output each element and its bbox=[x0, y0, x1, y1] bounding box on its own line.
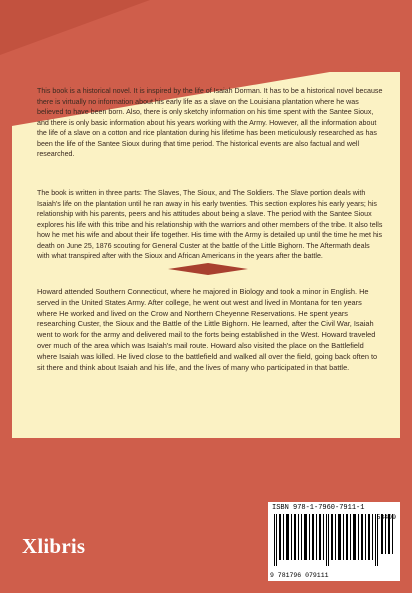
description-paragraph-2: The book is written in three parts: The Slaves, The Sioux, and The Soldiers. The Slave portion deals with Isaiah's life on the plantation until he ran away in his early twenties. This section explores his early years; his relationship with his parents, peers and his attitudes about being a slave. The period with the Santee Sioux explores his life with this tribe and his relationship with the warriors and other members of the tribe. It also tells how he met his wife and about their life together. His time with the Army is detailed up until the time he met his death on June 25, 1876 scouting for General Custer at the battle of the Little Bighorn. The Aftermath deals with what transpired after with the Sioux and African Americans in the years after the battle. bbox=[37, 189, 383, 260]
isbn-barcode bbox=[268, 502, 400, 581]
author-bio: Howard attended Southern Connecticut, where he majored in Biology and took a minor in English. He served in the United States Army. After college, he went out west and lived in Montana for ten years where He worked and lived on the Crow and Northern Cheyenne Reservations. He spent years researching Custer, the Sioux and the Battle of the Little Bighorn. He learned, after the Civil War, Isaiah went to work for the army and delivered mail to the forts being established in the West. Howard traveled over much of the area which was Isaiah's mail route. Howard also visited the place on the Battlefield where Isaiah was killed. He lived close to the battlefield and walked all over the field, going back often to sit there and think about Isaiah and his life, and the lives of many who participated in that battle. bbox=[37, 287, 378, 372]
publisher-logo: Xlibris bbox=[22, 534, 86, 558]
divider-ornament bbox=[168, 263, 248, 275]
price-code: 53499 bbox=[376, 514, 396, 521]
description-paragraph-1: This book is a historical novel. It is inspired by the life of Isaiah Dorman. It has to be a historical novel because there is virtually no information about his early life as a slave on the Louisiana plantation where he was believed to have been born. Also, there is only sketchy information on his time spent with the Santee Sioux, and there is only basic information about his years working with the Army. However, all the information about the life of a slave on a cotton and rice plantation during his lifetime has been meticulously researched as has been the life of the Santee Sioux during that time period. The historical events are also factual and well researched. bbox=[37, 87, 383, 158]
barcode-bars bbox=[274, 514, 394, 566]
isbn-text: ISBN 978-1-7960-7911-1 bbox=[272, 504, 365, 512]
ean-digits: 9 781796 079111 bbox=[270, 572, 329, 579]
